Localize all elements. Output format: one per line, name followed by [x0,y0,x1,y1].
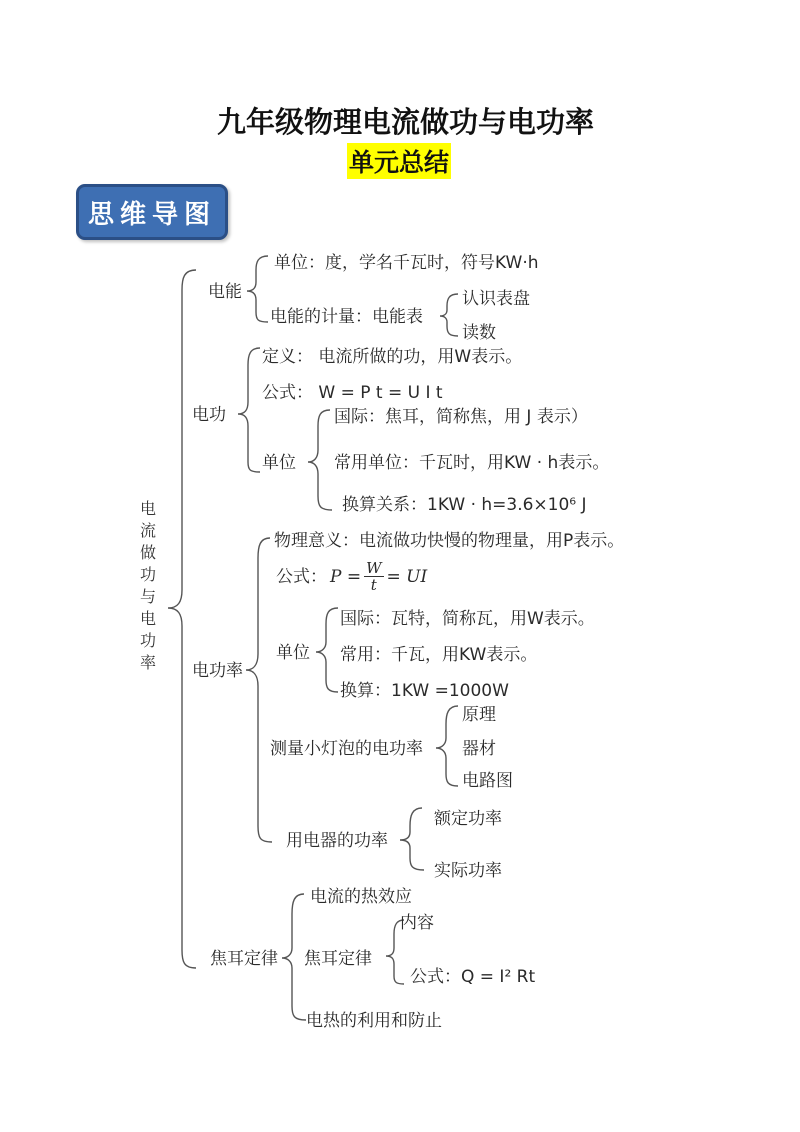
measure-brace [436,706,458,786]
measure-label: 测量小灯泡的电功率 [270,739,423,759]
power-brace [246,538,272,842]
joule-use: 电热的利用和防止 [306,1011,442,1031]
mind-map-badge: 思维导图 [76,184,228,240]
appliance-item-actual: 实际功率 [434,861,502,881]
joule-label: 焦耳定律 [210,949,278,969]
root-brace [168,270,196,968]
power-unit-common: 常用：千瓦，用KW表示。 [340,645,538,665]
power-formula-rhs: = UI [386,566,428,587]
power-formula-lhs: P = [330,566,362,587]
power-unit-international: 国际：瓦特，简称瓦，用W表示。 [340,609,595,629]
work-formula: 公式： W = P t = U I t [262,383,443,403]
meter-brace [440,294,458,336]
joule-law-formula: 公式：Q = I² Rt [410,967,536,987]
power-unit-conversion: 换算：1KW =1000W [340,681,509,701]
page-title: 九年级物理电流做功与电功率 [217,105,595,139]
power-formula-fraction [364,560,383,593]
work-unit-international: 国际：焦耳，简称焦，用 J 表示） [334,407,588,427]
energy-meter: 电能的计量：电能表 [270,307,423,327]
work-unit-label: 单位 [262,453,296,473]
measure-item-principle: 原理 [462,705,496,725]
joule-heat-effect: 电流的热效应 [310,887,412,907]
joule-law-label: 焦耳定律 [304,949,372,969]
work-unit-brace [308,410,332,510]
meter-item-reading: 读数 [462,323,496,343]
root-label: 电流做功与电功率 [139,499,156,672]
work-unit-common: 常用单位：千瓦时，用KW · h表示。 [334,453,610,473]
energy-brace [247,256,268,322]
power-unit-brace [316,608,338,692]
power-formula-denominator: t [370,576,377,594]
appliance-item-rated: 额定功率 [434,809,502,829]
energy-label: 电能 [208,282,242,302]
work-brace [238,348,260,472]
appliance-brace [400,808,424,870]
joule-brace [282,894,306,1020]
work-unit-conversion: 换算关系：1KW · h=3.6×10⁶ J [342,495,587,515]
measure-item-equipment: 器材 [462,739,496,759]
power-unit-label: 单位 [276,643,310,663]
meter-item-dial: 认识表盘 [462,289,530,309]
measure-item-circuit: 电路图 [462,771,513,791]
work-definition: 定义： 电流所做的功，用W表示。 [262,347,523,367]
power-label: 电功率 [192,661,243,681]
power-meaning: 物理意义：电流做功快慢的物理量，用P表示。 [274,531,625,551]
appliance-label: 用电器的功率 [286,831,388,851]
power-formula [276,560,427,593]
joule-law-content: 内容 [400,913,434,933]
work-label: 电功 [192,405,226,425]
power-formula-label: 公式： [276,566,327,587]
power-formula-numerator: W [366,559,382,577]
energy-unit: 单位：度，学名千瓦时，符号KW·h [274,253,539,273]
page-subtitle: 单元总结 [347,143,451,179]
